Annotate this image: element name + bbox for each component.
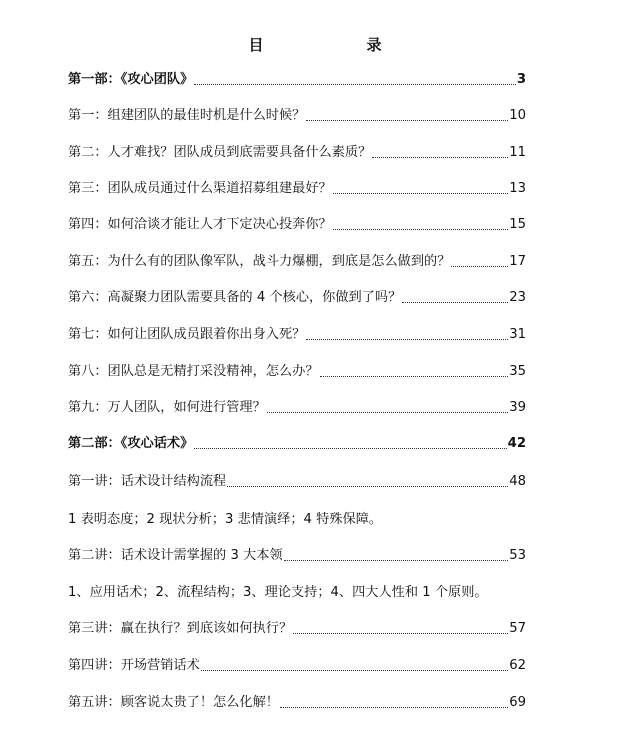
toc-entry-page: 62 [509, 658, 526, 673]
dot-leader [451, 266, 508, 267]
toc-title: 目 录 [248, 36, 426, 54]
toc-entry-3[interactable] [68, 179, 526, 199]
toc-entry-page: 23 [509, 290, 526, 305]
toc-entry-page: 31 [509, 327, 526, 342]
toc-entry-label: 第三：团队成员通过什么渠道招募组建最好？ [68, 181, 332, 196]
toc-entry-page: 53 [509, 548, 526, 563]
toc-entry-label: 第八：团队总是无精打采没精神，怎么办？ [68, 364, 319, 379]
toc-entry-page: 10 [509, 108, 526, 123]
dot-leader [280, 707, 508, 708]
toc-entry-label: 第二：人才难找？团队成员到底需要具备什么素质？ [68, 145, 372, 160]
toc-entry-label: 第三讲：赢在执行？到底该如何执行？ [68, 621, 293, 636]
toc-entry-8[interactable] [68, 362, 526, 382]
toc-entry-page: 35 [509, 364, 526, 379]
toc-entry-label: 第二讲：话术设计需掌握的 3 大本领 [68, 548, 283, 563]
toc-entry-15[interactable] [68, 693, 526, 713]
toc-entry-part-1[interactable] [68, 70, 526, 90]
dot-leader [320, 376, 509, 377]
toc-entry-12[interactable] [68, 546, 526, 566]
toc-entry-6[interactable] [68, 288, 526, 308]
toc-entry-13[interactable] [68, 619, 526, 639]
toc-entry-label: 第一部：《攻心团队》 [68, 72, 194, 87]
toc-entry-page: 39 [509, 400, 526, 415]
toc-entry-5[interactable] [68, 252, 526, 272]
dot-leader [227, 486, 508, 487]
toc-note-2: 1、应用话术；2、流程结构；3、理论支持；4、四大人性和 1 个原则。 [68, 585, 488, 600]
toc-entry-2[interactable] [68, 143, 526, 163]
dot-leader [306, 339, 508, 340]
toc-entry-9[interactable] [68, 398, 526, 418]
toc-entry-label: 第五：为什么有的团队像军队，战斗力爆棚，到底是怎么做到的？ [68, 254, 451, 269]
toc-entry-4[interactable] [68, 215, 526, 235]
dot-leader [333, 193, 508, 194]
toc-note-1: 1 表明态度；2 现状分析；3 悲情演绎；4 特殊保障。 [68, 512, 383, 527]
toc-entry-label: 第七：如何让团队成员跟着你出身入死？ [68, 327, 306, 342]
toc-entry-page: 3 [516, 72, 526, 87]
toc-entry-11[interactable] [68, 472, 526, 492]
dot-leader [194, 448, 506, 449]
toc-entry-label: 第一讲：话术设计结构流程 [68, 474, 227, 489]
toc-entry-1[interactable] [68, 106, 526, 126]
toc-entry-7[interactable] [68, 325, 526, 345]
toc-entry-label: 第二部：《攻心话术》 [68, 436, 194, 451]
toc-entry-label: 第九：万人团队，如何进行管理？ [68, 400, 266, 415]
toc-entry-label: 第四：如何洽谈才能让人才下定决心投奔你？ [68, 217, 332, 232]
toc-entry-page: 48 [509, 474, 526, 489]
toc-entry-page: 11 [509, 145, 526, 160]
toc-entry-label: 第一：组建团队的最佳时机是什么时候？ [68, 108, 306, 123]
toc-entry-part-2[interactable] [68, 434, 526, 454]
dot-leader [284, 560, 509, 561]
dot-leader [293, 633, 508, 634]
toc-entry-label: 第四讲：开场营销话术 [68, 658, 200, 673]
toc-entry-page: 57 [509, 621, 526, 636]
toc-entry-page: 69 [509, 695, 526, 710]
dot-leader [267, 412, 508, 413]
toc-entry-14[interactable] [68, 656, 526, 676]
toc-entry-page: 17 [509, 254, 526, 269]
dot-leader [194, 84, 516, 85]
dot-leader [372, 157, 508, 158]
toc-entry-label: 第五讲：顾客说太贵了！怎么化解！ [68, 695, 279, 710]
toc-entry-page: 15 [509, 217, 526, 232]
dot-leader [402, 302, 508, 303]
toc-entry-page: 42 [507, 436, 526, 451]
dot-leader [333, 229, 508, 230]
toc-entry-label: 第六：高凝聚力团队需要具备的 4 个核心，你做到了吗？ [68, 290, 402, 305]
dot-leader [201, 670, 508, 671]
toc-entry-page: 13 [509, 181, 526, 196]
dot-leader [306, 120, 508, 121]
